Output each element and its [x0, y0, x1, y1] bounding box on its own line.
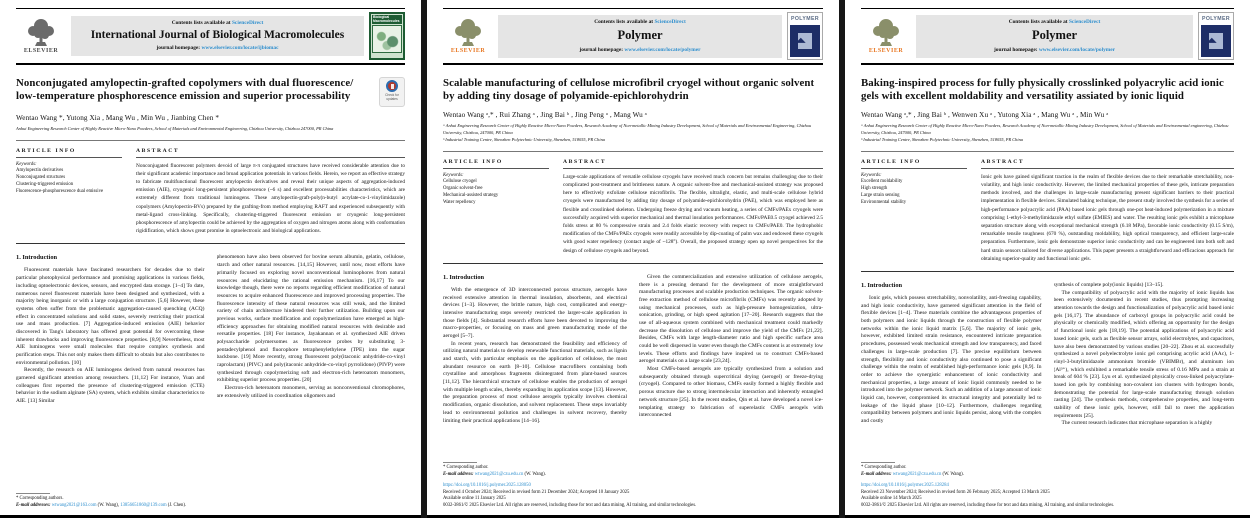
article-info-heading: ARTICLE INFO — [861, 159, 967, 169]
doi-block — [443, 483, 823, 510]
abstract-text: Ionic gels have gained significant traction in the realm of flexible devices due to their remarkable stretchability, non-volatility, and high ionic conductivity. However, the limited mechanical properties of these gels, intricate preparation methods involved, and the challenges in large-scale manufacturing present significant barriers to their practical implementation in flexible devices. Simulated baking technique, the present study involved the synthesis for a series of high-performance polyacrylic acid (PAA) based ionic gels through one-pot heat-induced polymerization in a mixture comprising 1-ethyl-3-methylimidazole ethyl sulfate (EMIES) and water. The resulting ionic gels exhibit a microphase separation structure along with exceptional mechanical strength (6.18 MPa), favorable ionic conductivity (0.15 S/m), remarkable tensile toughness (670 %), outstanding moldability, high optical transparency, and efficient large-scale preparation. Furthermore, ionic gels demonstrate superior ionic conductivity and can be engineered into both soft and hard strain sensors tailored for diverse applications. This paper presents a straightforward and efficacious approach for obtaining superior-quality and functional ionic gels. — [981, 173, 1234, 262]
intro-heading: 1. Introduction — [16, 254, 58, 262]
keywords-label: Keywords: — [16, 161, 37, 167]
corresponding-note: * Corresponding authors. — [16, 496, 64, 502]
homepage-link[interactable]: www.elsevier.com/locate/polymer — [1038, 46, 1116, 53]
intro-paragraphs: phenomenon have also been observed for bovine serum albumin, gelatin, cellulose, starch and other natural resources. [14,15] However, until now, most efforts have primarily focused on exploring novel unconventional luminophores from natural resources and elucidating the rational emission mechanism. [16,17] To our knowledge though, there were no reports regarding efficient modification of natural resources to acquire enhanced fluorescence and improved processing properties. The fluorescence intensity of these natural resources was still weak, and the limited variety of chain architecture hindered their further utilization. Building upon our previous works, surface modification and copolymerization have emerged as high-efficiency approaches for obtaining modified natural resources with desirable and versatile properties. [18] For instance, Jayakannan et al. synthesized AIE driven polysaccharide polymersomes as fluorescence probes by substituting 3-pentadecylphenol and fluorophore tetraphenylethylene (TPE) into the sugar backbone. [19] More recently, strong fluorescent poly(itaconic anhydride-co-vinyl caprolactam) (PIVC) and poly(itaconic anhydride-co-vinyl pyrrolidone) (PIVP) were synthesized through copolymerizing soft and electron-rich heteroatom monomers, exhibiting superior process properties. [20] Electron-rich heteroatom monomers, serving as nonconventional chromophores, are extensively utilized in coordination oligomers and — [216, 254, 405, 399]
email-line: E-mail address: wtwang2021@czu.edu.cn (W. Wang). — [861, 471, 964, 477]
contents-line: Contents lists available at ScienceDirect — [171, 20, 264, 26]
journal-cover-thumbnail[interactable] — [1198, 12, 1234, 60]
article-title: Scalable manufacturing of cellulose microfibril cryogel without organic solvent by adding tiny dosage of polyamide-epichlorohydrin — [443, 77, 815, 103]
body-column-2 — [217, 254, 406, 491]
cover-art — [1201, 25, 1231, 57]
corresponding-note: * Corresponding author. — [443, 465, 489, 471]
cover-art — [372, 25, 402, 53]
doi-link[interactable]: https://doi.org/10.1016/j.polymer.2025.128050 — [443, 482, 531, 488]
sciencedirect-link[interactable]: ScienceDirect — [231, 20, 264, 26]
section-rule — [16, 243, 405, 244]
cover-art — [790, 25, 820, 57]
elsevier-tree-icon — [869, 18, 903, 48]
page-footer — [861, 462, 1234, 515]
sciencedirect-link[interactable]: ScienceDirect — [654, 18, 686, 25]
footnote-separator — [443, 462, 477, 463]
intro-paragraphs: Ionic gels, which possess stretchability, nonvolatility, anti-freezing capability, and high ionic conductivity, have garnered significant attention in the field of flexible devices [1–4]. These materials combine the advantageous properties of both polymers and ionic liquids through the construction of flexible polymer networks within the ionic liquid matrix [5,6]. The majority of ionic gels, however, exhibited limited strain resistance, encountered intricate preparation procedures, possessed weak mechanical strength and low transparency, and faced challenges in large-scale production [7]. The precise equilibrium between strength, flexibility and ionic conductivity also continued to pose a significant challenge within the realm of established high-performance ionic gels [8,9]. In order to achieve the synergistic enhancement of ionic conductivity and mechanical properties, a large amount of ionic liquid commonly needed to be introduced into the polymer network. Such an addition of a large amount of ionic liquid can, however, compromised its structural integrity and potentially led to leakage of the liquid phase [10–12]. Furthermore, challenges regarding compatibility between polymers and ionic liquids persist, along with the complex and costly — [861, 295, 1042, 425]
journal-title: Polymer — [617, 27, 663, 42]
issn-line: 0032-3861/© 2025 Elsevier Ltd. All rights are reserved, including those for text and data mining, AI training, and similar technologies. — [861, 503, 1115, 509]
received-line: Received 4 October 2024; Received in revised form 21 December 2024; Accepted 10 January 2025 — [443, 489, 630, 495]
article-info-column — [861, 159, 967, 263]
available-line: Available online 14 March 2025 — [861, 496, 922, 502]
elsevier-wordmark: ELSEVIER — [868, 48, 904, 54]
cover-title: POLYMER — [791, 16, 819, 22]
abstract-heading: ABSTRACT — [136, 148, 405, 158]
homepage-line: journal homepage: www.elsevier.com/locate/polymer — [993, 46, 1116, 53]
homepage-link[interactable]: www.elsevier.com/locate/polymer — [624, 46, 701, 53]
article-title: Baking-inspired process for fully physically crosslinked polyacrylic acid ionic gels with excellent moldability and versatility assiated by ionic liquid — [861, 77, 1224, 103]
keywords-list: Cellulose cryogel Organic solvent-free Mechanical-assisted strategy Water repellency — [443, 178, 499, 206]
journal-cover-thumbnail[interactable] — [787, 12, 823, 60]
abstract-column — [136, 148, 405, 236]
journal-masthead — [498, 15, 782, 58]
journal-cover-thumbnail[interactable] — [369, 12, 405, 60]
header-rule — [16, 63, 405, 65]
paper-page-polymer-2 — [845, 0, 1250, 518]
footnote-separator — [16, 493, 50, 494]
article-info-column — [443, 159, 549, 255]
abstract-heading: ABSTRACT — [981, 159, 1234, 169]
elsevier-tree-icon — [451, 18, 485, 48]
intro-paragraphs: synthesis of complete poly(ionic liquids) [13–15]. The compatibility of polyacrylic acid with the majority of ionic liquids has been extensively documented in recent studies, thus prompting increasing attention towards the design and functionalization of polyacrylic acid based ionic gels [16,17]. The abundance of carboxyl groups in polyacrylic acid could be physically or chemically modified, which offering an opportunity for the design of functional ionic gels [18,19]. The potential applications of polyacrylic acid based ionic gels, such as flexible sensor arrays, solid electrolytes, and capacitors, have also been demonstrated by various studies [20–22]. Zhou et al. successfully synthesized a novel polyelectrolyte ionic gel comprising acrylic acid (AAc), 1-vinyl-3-butylimidazole ammonium bromide (VBIMBr), and aluminum ion (Al³⁺), which exhibited a remarkable tensile stress of 0.16 MPa and a strain at break of 604 % [23]. Lyu et al. synthesized physically cross-linked polyacrylate-based ion gels by combining non-covalent ion clusters with hydrogen bonds, demonstrating the potential for large-scale manufacturing through solution casting [24]. The synthesis methods, comprehensive properties, and long-term stability of these ionic gels, however, still fail to meet the application requirements [25]. The current research indicates that microphase separation is a highly — [1053, 282, 1234, 427]
email-line: E-mail addresses: wtwang2021@163.com (W. Wang), 13856651860@139.com (J. Chen). — [16, 503, 187, 509]
page-footer — [16, 493, 405, 515]
elsevier-logo — [16, 18, 66, 54]
affiliation-a: ᵃ Anhui Engineering Research Center of Highly Reactive Micro-Nano Powders, Research Academy of Non-metallic Mining Industry Development, School of Materials and Environmental Engineering, Chizhou University, Chizhou, 247000, PR China — [443, 122, 812, 135]
doi-link[interactable]: https://doi.org/10.1016/j.polymer.2025.128284 — [861, 482, 949, 488]
article-info-heading: ARTICLE INFO — [443, 159, 549, 169]
abstract-heading: ABSTRACT — [563, 159, 823, 169]
article-info-heading: ARTICLE INFO — [16, 148, 122, 158]
paper-page-ijbiomac — [0, 0, 421, 518]
keywords-label: Keywords: — [443, 172, 464, 178]
homepage-line: journal homepage: www.elsevier.com/locate/ijbiomac — [156, 45, 279, 51]
affiliation-b: ᵇ Industrial Training Centre, Shenzhen Polytechnic University, Shenzhen, 518055, PR China — [861, 137, 1023, 143]
cover-glyph-icon — [798, 33, 812, 49]
corresponding-note: * Corresponding author. — [861, 465, 907, 471]
keywords-list: Amylopectin derivatives Nonconjugated structures Clustering-triggered emission Fluorescence-phosphorescence dual emissive — [16, 167, 104, 195]
sciencedirect-link[interactable]: ScienceDirect — [1068, 18, 1101, 25]
contents-line: Contents lists available at ScienceDirect — [594, 18, 686, 25]
journal-header — [861, 8, 1234, 63]
homepage-link[interactable]: www.elsevier.com/locate/ijbiomac — [201, 45, 279, 51]
cover-title: Biological Macromolecules — [372, 15, 402, 24]
elsevier-wordmark: ELSEVIER — [450, 48, 486, 54]
section-rule — [443, 263, 823, 264]
abstract-column — [563, 159, 823, 255]
header-rule — [861, 63, 1234, 65]
check-for-updates-badge[interactable]: Check for updates — [379, 77, 405, 107]
journal-title: International Journal of Biological Macromolecules — [90, 29, 345, 41]
journal-masthead — [71, 16, 364, 56]
email-link[interactable]: wtwang2021@czu.edu.cn — [892, 471, 942, 477]
affiliation-b: ᵇ Industrial Training Centre, Shenzhen Polytechnic University, Shenzhen, 518055, PR China — [443, 137, 605, 143]
abstract-column — [981, 159, 1234, 263]
paper-page-polymer-1 — [427, 0, 839, 518]
elsevier-logo — [443, 18, 493, 54]
intro-paragraphs: Fluorescent materials have fascinated researchers for decades due to their particular photophysical performance and promising applications in various fields, including optoelectronic devices, sensors, and encrypted data storage. [1–4] To date, numerous novel fluorescent materials have been designed and synthesized, with a majority being inorganic or with a large conjugation structure. [5,6] However, these systems often suffer from the problematic aggregation-caused quenching (ACQ) effect in concentrated solutions and solid states, severely restricting their practical use and mass production. [7] Aggregation-induced emission (AIE) behavior discovered in Tang's laboratory has offered great potential for overcoming these inherent drawbacks and improving fluorescence properties. [8,9] Nevertheless, most AIE luminogens were small molecules that require complex synthesis and purification steps. This not only makes them difficult to obtain but also contributes to environmental pollution. [10] Recently, the research on AIE luminogens derived from natural resources has garnered significant attention among researchers. [11,12] For instance, Yuan and colleagues first reported the presence of clustering-triggered emission (CTE) behavior in the sodium alginate (SA) system, which exhibits similar characteristics to AIE. [13] Similar — [16, 267, 205, 405]
email-link[interactable]: wtwang2021@czu.edu.cn — [474, 471, 524, 477]
intro-heading: 1. Introduction — [861, 282, 903, 290]
elsevier-wordmark: ELSEVIER — [23, 48, 59, 54]
body-column-2 — [639, 274, 823, 460]
cover-glyph-icon — [1209, 33, 1223, 49]
author-list: Wentao Wang *, Yutong Xia , Mang Wu , Min Wu , Jianbing Chen * — [16, 114, 220, 122]
article-title: Nonconjugated amylopectin-grafted copolymers with dual fluorescence/ low-temperature phosphorescence emission and superior processability — [16, 77, 354, 103]
check-updates-icon — [386, 80, 398, 92]
journal-header — [16, 8, 405, 63]
keywords-label: Keywords: — [861, 172, 882, 178]
affiliation-a: ᵃ Anhui Engineering Research Center of Highly Reactive Micro-Nano Powders, Research Academy of Non-metallic Mining Industry Development, School of Materials and Environmental engineering, Chizhou University, Chizhou, 247000, PR China — [861, 122, 1229, 135]
article-info-column — [16, 148, 122, 236]
header-rule — [443, 63, 823, 65]
email-line: E-mail address: wtwang2021@czu.edu.cn (W. Wang). — [443, 471, 546, 477]
doi-block — [861, 483, 1234, 510]
cover-title: POLYMER — [1202, 16, 1230, 22]
intro-heading: 1. Introduction — [443, 273, 485, 281]
section-rule — [861, 271, 1234, 272]
elsevier-logo — [861, 18, 911, 54]
body-column-1 — [861, 282, 1042, 460]
footnote-separator — [861, 462, 895, 463]
page-footer — [443, 462, 823, 515]
issn-line: 0032-3861/© 2025 Elsevier Ltd. All rights are reserved, including those for text and data mining, AI training, and similar technologies. — [443, 503, 697, 509]
intro-paragraphs: With the emergence of 3D interconnected porous structure, aerogels have received extensive attention in thermal insulation, absorbents, and electrical devices [1–3]. However, the brittle nature, high cost, complicated and energy-intensive manufacturing steps severely restricted the larger-scale application in those fields [4]. Substantial research efforts have been devoted to improving the macro-properties, or focusing on mass and green manufacturing mode of the aerogel [5–7]. In recent years, research has demonstrated the feasibility and efficiency of utilizing natural materials to develop renewable functional materials, such as lignin and starch, with particular emphasis on the application of cellulose, the most abundant resource on earth [8–10]. Cellulose macrofibers containing both crystalline and amorphous fragments disintegrated from plant-based sources [11,12]. The hierarchical structure of cellulose enables the production of aerogel with multiple length scales, thereby expanding its application scope [13]. However, the preparation process of most cellulose aerogels typically involves chemical modification, organic dissolution, and solvent replacement. These steps invariably lead to environmental pollution and challenges in solvent recovery, thereby limiting their practical applications [14–16]. — [443, 286, 627, 424]
author-list: Wentao Wang ᵃ,* , Rui Zhang ᵃ , Jing Bai ᵇ , Jing Peng ᵃ , Mang Wu ᵃ — [443, 110, 647, 119]
journal-header — [443, 8, 823, 63]
abstract-text: Nonconjugated fluorescent polymers devoid of large π-π conjugated structures have received considerable attention due to their significant academic importance and broad application potentials in various fields. Herein, we report an effective strategy to fabricate multifunctional fluorescent amylopectin derivatives and reveal their unique aspects of aggregation-induced emission (AIE), cryogenic long-persistent phosphorescence (~6 s) and excellent processabilities characteristics, which are extremely different from traditional luminogens. These amylopectin-graft-poly(n-butyl acrylate-co-1-vinylimidazole) copolymers (Amylopectin-BVs) prepared by the grafting-from method employing RAFT and experienced subsequently with metal-ligand cross-linking. Specifically, clustering-triggered fluorescent emission or cryogenic long-persistent phosphorescence of amylopectin could be achieved by the aggregation of oxygen and nitrogen atoms along with conformation rigidification, which shows great promise in optoelectronic and biological applications. — [136, 162, 405, 235]
journal-title: Polymer — [1031, 27, 1078, 42]
intro-paragraphs: Given the commercialization and extensive utilization of cellulose aerogels, there is a pressing demand for the development of more straightforward manufacturing processes and scalable production techniques. The organic solvent-free extraction method of cellulose microfibrils (CMFs) was recently adopted by using mechanical processes, such as high-pressure homogenization, ultra-sonication, grinding, or high speed agitation [17–20]. Research suggests that the use of all-aqueous system combined with mechanical treatment could markedly decrease the dissolution of cellulose and improve the yield of the CMFs [21,22]. Besides, CMFs with large length-diameter ratio and high specific surface area could be well dispersed in water even though the CMFs content is at extremely low levels. These efforts and findings have inspired us to construct CMFs-based aerogel materials on a large scale [23,24]. Most CMFs-based aerogels are typically synthesized from a solution and subsequently obtained through supercritical drying (aerogel) or freeze-drying (cryogel). Compared to other biomass, CMFs easily formed a highly flexible and porous structure due to strong intermolecular interaction and inherently entangled network structure [25]. In the recent studies, Qin et al. have developed a novel ice-templating strategy to fabrication of superelastic CMFs aerogels with interconnected — [639, 273, 823, 419]
body-column-2 — [1054, 282, 1235, 460]
email-link[interactable]: wtwang2021@163.com — [51, 503, 97, 509]
body-column-1 — [443, 274, 627, 460]
affiliation: Anhui Engineering Research Center of Highly Reactive Micro-Nano Powders, School of Materials and Environmental Engineering, Chizhou University, Chizhou 247000, PR China — [16, 126, 334, 131]
body-column-1 — [16, 254, 205, 491]
email-link-2[interactable]: 13856651860@139.com — [120, 503, 167, 509]
author-list: Wentao Wang ᵃ,* , Jing Bai ᵇ , Wenwen Xu ᵃ , Yutong Xia ᵃ , Mang Wu ᵃ , Min Wu ᵃ — [861, 110, 1109, 119]
keywords-list: Excellent moldability High strength Large strain sensing Environmental stability — [861, 178, 907, 206]
elsevier-tree-icon — [24, 18, 58, 48]
received-line: Received 23 November 2024; Received in revised form 26 February 2025; Accepted 13 March 2025 — [861, 489, 1050, 495]
available-line: Available online 11 January 2025 — [443, 496, 506, 502]
homepage-line: journal homepage: www.elsevier.com/locate/polymer — [579, 46, 701, 53]
abstract-text: Large-scale applications of versatile cellulose cryogels have received much concern but remains challenging due to their complicated post-treatment and brittleness nature. A organic solvent-free and mechanical-assisted strategy was proposed here to effectively exfoliate cellulose microfibrils. The flexible, ultralight, elastic, and multi-scale cellulose hybrid cryogels were manufactured by adding tiny dosage of polyamide-epichlorohydrin (PAE), which was employed here as flexible and crosslinked skeleton. Undergoing freeze drying and vacuum heating, a series of CMFs/PAEx cryogels were successfully acquired with superior mechanical and thermal insulation performances. CMFs/PAE0.5 cryogel achieved 2.5 folds stress at 80 % compressive strain and 2.4 folds elastic recovery with respect to CMFs/PAE0. The hydrophobic modification of the CMFs/PAEx cryogels were readily accessible by dip-coating of palm wax and endowed these cryogels with good water repellency (contact angle of ~128°). Overall, the proposed strategy open up novel perspectives for the design of cellulose cryogels and beyond. — [563, 173, 823, 254]
contents-line: Contents lists available at ScienceDirect — [1008, 18, 1101, 25]
journal-masthead — [916, 15, 1193, 58]
